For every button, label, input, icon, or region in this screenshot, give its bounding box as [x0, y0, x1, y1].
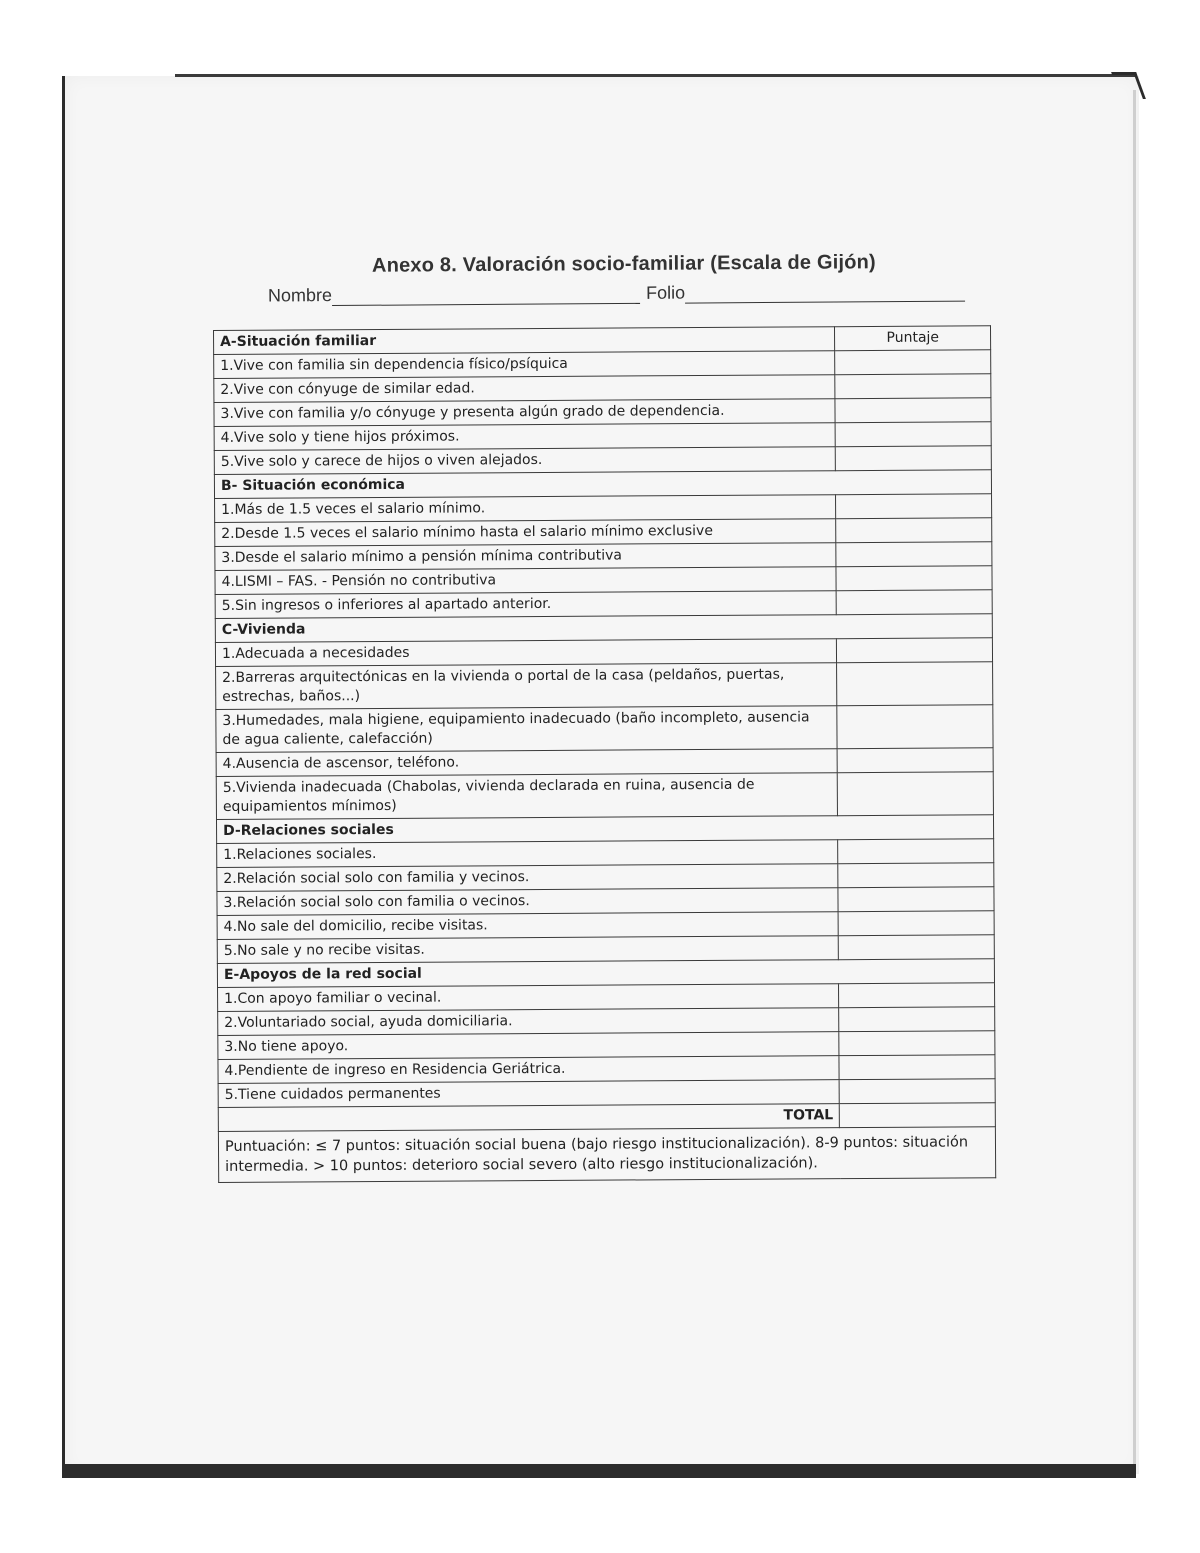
- score-cell[interactable]: [837, 662, 993, 706]
- item-text: 1.Relaciones sociales.: [217, 840, 839, 868]
- score-cell[interactable]: [839, 1031, 995, 1056]
- item-text: 4.LISMI – FAS. - Pensión no contributiva: [215, 567, 837, 595]
- item-text: 5.Vivienda inadecuada (Chabolas, vivienda declarada en ruina, ausencia de equipamientos mínimos): [216, 773, 838, 820]
- item-text: 4.Vive solo y tiene hijos próximos.: [214, 423, 836, 451]
- score-cell[interactable]: [839, 983, 995, 1008]
- scoring-note: Puntuación: ≤ 7 puntos: situación social buena (bajo riesgo institucionalización). 8-9 puntos: situación intermedia. > 10 puntos: deterioro social severo (alto riesgo institucionalización).: [218, 1127, 995, 1183]
- gijon-scale-table: [213, 325, 996, 1183]
- item-text: 3.Vive con familia y/o cónyuge y presenta algún grado de dependencia.: [214, 399, 836, 427]
- item-text: 3.Humedades, mala higiene, equipamiento inadecuado (baño incompleto, ausencia de agua caliente, calefacción): [216, 706, 838, 753]
- gijon-scale-table-wrapper: [213, 325, 996, 1183]
- score-cell[interactable]: [835, 374, 991, 399]
- table-row: [216, 662, 993, 710]
- score-cell[interactable]: [838, 911, 994, 936]
- total-score-cell[interactable]: [840, 1103, 996, 1128]
- item-text: 1.Con apoyo familiar o vecinal.: [218, 984, 840, 1012]
- score-cell[interactable]: [835, 422, 991, 447]
- score-cell[interactable]: [838, 863, 994, 888]
- item-text: 1.Vive con familia sin dependencia físico/psíquica: [214, 351, 836, 379]
- paper-bottom-edge: [62, 1464, 1136, 1478]
- nombre-label: Nombre: [267, 285, 333, 306]
- item-text: 3.Desde el salario mínimo a pensión mínima contributiva: [215, 543, 837, 571]
- score-cell[interactable]: [836, 494, 992, 519]
- section-title: A-Situación familiar: [214, 327, 836, 355]
- section-title: C-Vivienda: [215, 614, 992, 643]
- score-cell[interactable]: [839, 1055, 995, 1080]
- score-cell[interactable]: [837, 638, 993, 663]
- paper-right-edge: [1133, 90, 1136, 1470]
- score-cell[interactable]: [838, 887, 994, 912]
- total-label: TOTAL: [218, 1104, 840, 1132]
- score-cell[interactable]: [836, 446, 992, 471]
- item-text: 5.No sale y no recibe visitas.: [217, 936, 839, 964]
- item-text: 5.Tiene cuidados permanentes: [218, 1080, 840, 1108]
- document-title: Anexo 8. Valoración socio-familiar (Escala de Gijón): [371, 251, 876, 277]
- score-cell[interactable]: [839, 1007, 995, 1032]
- item-text: 2.Vive con cónyuge de similar edad.: [214, 375, 836, 403]
- item-text: 1.Adecuada a necesidades: [215, 639, 837, 667]
- item-text: 2.Voluntariado social, ayuda domiciliaria.: [218, 1008, 840, 1036]
- note-row: [218, 1127, 995, 1183]
- score-cell[interactable]: [836, 518, 992, 543]
- item-text: 3.Relación social solo con familia o vecinos.: [217, 888, 839, 916]
- score-cell[interactable]: [836, 542, 992, 567]
- section-title: D-Relaciones sociales: [216, 815, 993, 844]
- item-text: 2.Relación social solo con familia y vecinos.: [217, 864, 839, 892]
- item-text: 1.Más de 1.5 veces el salario mínimo.: [215, 495, 837, 523]
- table-row: [216, 772, 993, 820]
- score-cell[interactable]: [836, 566, 992, 591]
- item-text: 2.Barreras arquitectónicas en la vivienda o portal de la casa (peldaños, puertas, estrechas, baños...): [216, 663, 838, 710]
- score-cell[interactable]: [837, 705, 993, 749]
- item-text: 3.No tiene apoyo.: [218, 1032, 840, 1060]
- item-text: 4.Pendiente de ingreso en Residencia Geriátrica.: [218, 1056, 840, 1084]
- folio-field[interactable]: [685, 285, 965, 304]
- score-cell[interactable]: [837, 748, 993, 773]
- table-row: [216, 705, 993, 753]
- item-text: 5.Vive solo y carece de hijos o viven alejados.: [214, 447, 836, 475]
- paper-top-edge: [175, 74, 1135, 77]
- folio-label: Folio: [645, 282, 686, 303]
- score-cell[interactable]: [836, 590, 992, 615]
- item-text: 4.Ausencia de ascensor, teléfono.: [216, 749, 838, 777]
- score-cell[interactable]: [839, 935, 995, 960]
- score-cell[interactable]: [838, 772, 994, 816]
- item-text: 4.No sale del domicilio, recibe visitas.: [217, 912, 839, 940]
- score-header: Puntaje: [835, 326, 991, 351]
- section-title: E-Apoyos de la red social: [217, 959, 994, 988]
- item-text: 5.Sin ingresos o inferiores al apartado anterior.: [215, 591, 837, 619]
- nombre-field[interactable]: [332, 287, 640, 306]
- score-cell[interactable]: [835, 350, 991, 375]
- section-title: B- Situación económica: [214, 470, 991, 499]
- score-cell[interactable]: [838, 839, 994, 864]
- score-cell[interactable]: [835, 398, 991, 423]
- score-cell[interactable]: [839, 1079, 995, 1104]
- item-text: 2.Desde 1.5 veces el salario mínimo hasta el salario mínimo exclusive: [215, 519, 837, 547]
